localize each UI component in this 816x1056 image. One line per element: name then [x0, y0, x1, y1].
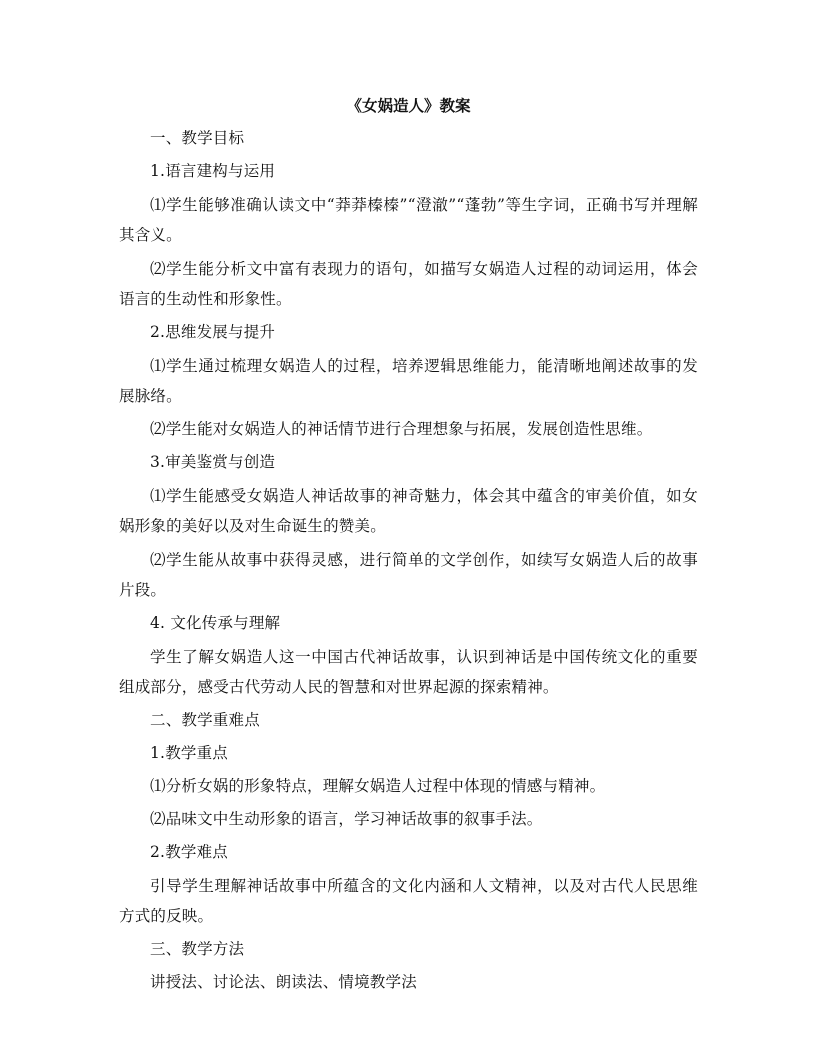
section-heading-objectives: 一、教学目标 — [150, 129, 245, 147]
document-title: 《女娲造人》教案 — [346, 96, 471, 115]
paragraph: ⑵学生能对女娲造人的神话情节进行合理想象与拓展，发展创造性思维。 — [150, 420, 653, 438]
subheading-difficulty: 2.教学难点 — [150, 843, 228, 861]
paragraph: ⑵学生能从故事中获得灵感，进行简单的文学创作，如续写女娲造人后的故事片段。 — [119, 551, 698, 599]
subheading-culture: 4. 文化传承与理解 — [150, 614, 281, 632]
document-page — [119, 92, 698, 1001]
paragraph: ⑵品味文中生动形象的语言，学习神话故事的叙事手法。 — [150, 810, 543, 828]
subheading-language: 1.语言建构与运用 — [150, 162, 276, 180]
subheading-key-point: 1.教学重点 — [150, 744, 228, 762]
subheading-aesthetics: 3.审美鉴赏与创造 — [150, 453, 276, 471]
paragraph: 讲授法、讨论法、朗读法、情境教学法 — [150, 973, 417, 991]
section-heading-key-points: 二、教学重难点 — [150, 711, 260, 729]
paragraph: ⑴学生能感受女娲造人神话故事的神奇魅力，体会其中蕴含的审美价值，如女娲形象的美好以及对生命诞生的赞美。 — [119, 487, 698, 535]
paragraph: 引导学生理解神话故事中所蕴含的文化内涵和人文精神，以及对古代人民思维方式的反映。 — [119, 877, 698, 925]
paragraph: ⑴学生能够准确认读文中“莽莽榛榛”“澄澈”“蓬勃”等生字词，正确书写并理解其含义。 — [119, 196, 698, 244]
paragraph: 学生了解女娲造人这一中国古代神话故事，认识到神话是中国传统文化的重要组成部分，感受古代劳动人民的智慧和对世界起源的探索精神。 — [119, 648, 698, 696]
section-heading-methods: 三、教学方法 — [150, 940, 245, 958]
paragraph: ⑴学生通过梳理女娲造人的过程，培养逻辑思维能力，能清晰地阐述故事的发展脉络。 — [119, 357, 698, 405]
subheading-thinking: 2.思维发展与提升 — [150, 323, 276, 341]
paragraph: ⑴分析女娲的形象特点，理解女娲造人过程中体现的情感与精神。 — [150, 777, 606, 795]
paragraph: ⑵学生能分析文中富有表现力的语句，如描写女娲造人过程的动词运用，体会语言的生动性和形象性。 — [119, 260, 698, 308]
